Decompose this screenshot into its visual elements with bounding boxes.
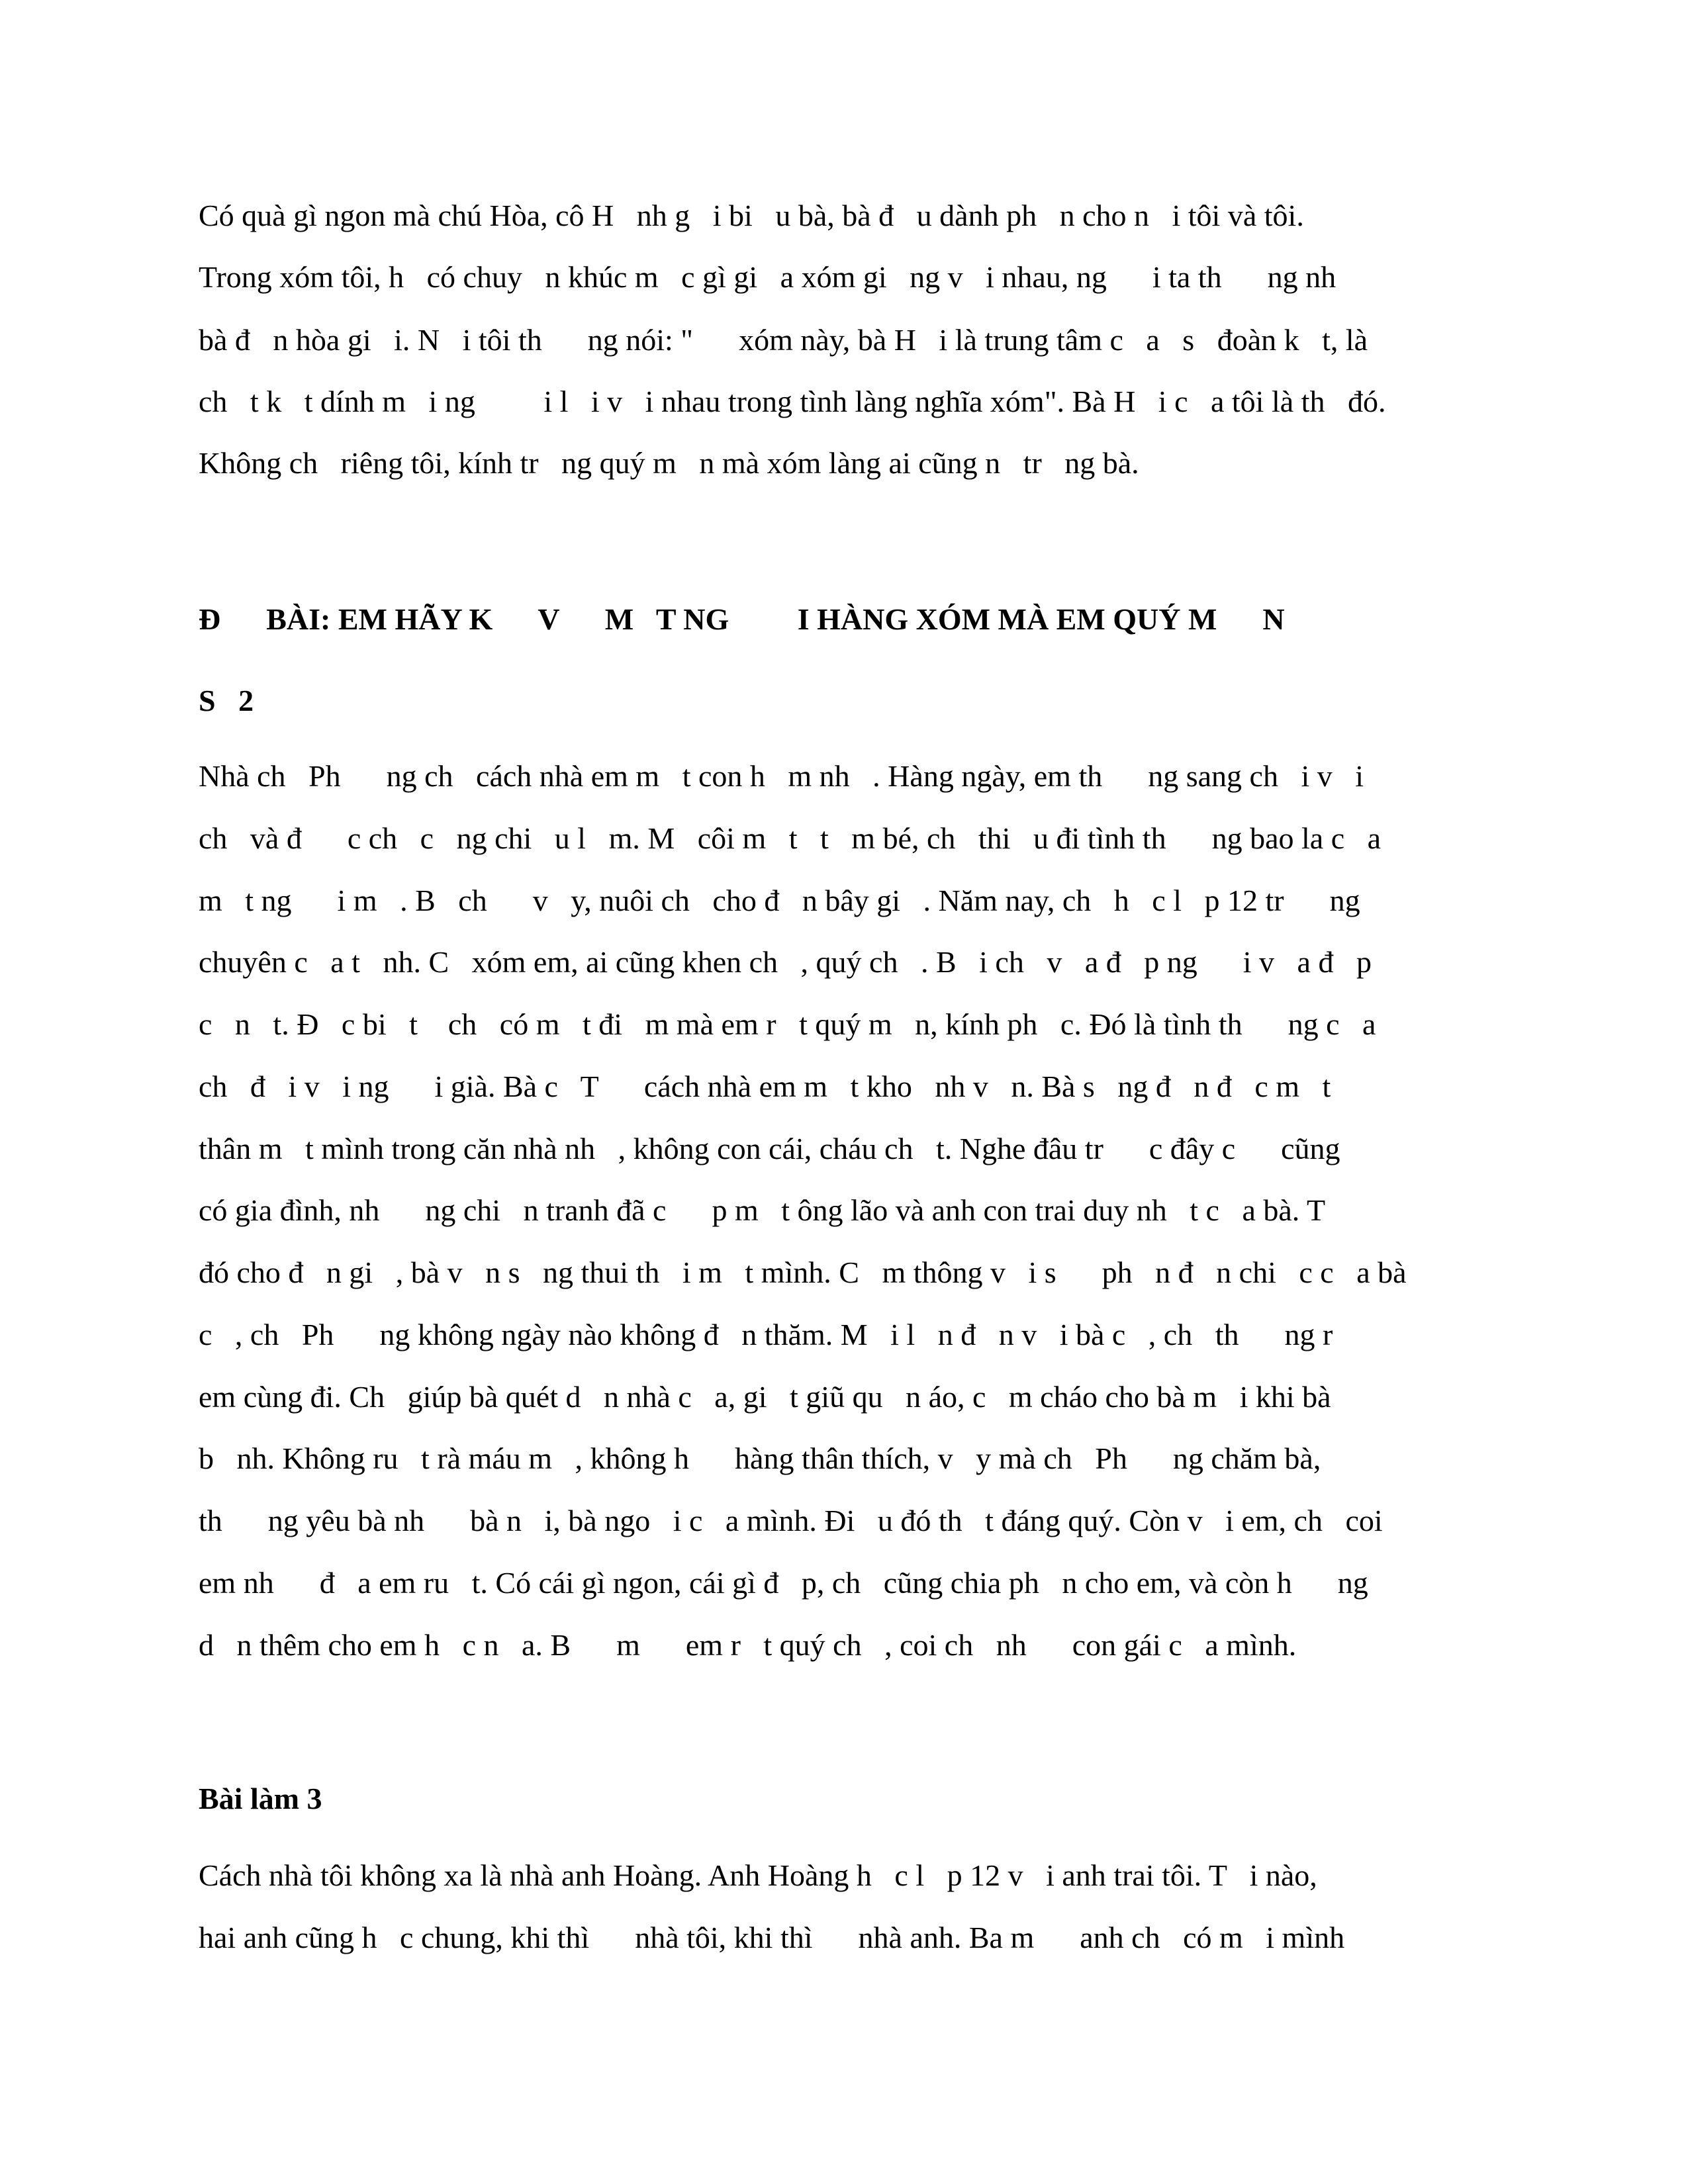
paragraph-2-line: chuyên c a t nh. C xóm em, ai cũng khen ch , quý ch . B i ch v a đ p ng i v a đ p [199, 945, 1372, 979]
essay-topic-heading: Đ BÀI: EM HÃY K V M T NG I HÀNG XÓM MÀ EM QUÝ M N [199, 602, 1285, 636]
paragraph-1-line: bà đ n hòa gi i. N i tôi th ng nói: " xóm này, bà H i là trung tâm c a s đoàn k t, là [199, 323, 1368, 357]
paragraph-2-line: th ng yêu bà nh bà n i, bà ngo i c a mình. Đi u đó th t đáng quý. Còn v i em, ch coi [199, 1504, 1383, 1537]
paragraph-2-line: d n thêm cho em h c n a. B m em r t quý ch , coi ch nh con gái c a mình. [199, 1628, 1297, 1662]
paragraph-2-line: m t ng i m . B ch v y, nuôi ch cho đ n bây gi . Năm nay, ch h c l p 12 tr ng [199, 884, 1360, 917]
paragraph-2-line: c n t. Đ c bi t ch có m t đi m mà em r t quý m n, kính ph c. Đó là tình th ng c a [199, 1007, 1376, 1041]
paragraph-2-line: ch và đ c ch c ng chi u l m. M côi m t t m bé, ch thi u đi tình th ng bao la c a [199, 821, 1382, 855]
paragraph-1-line: Có quà gì ngon mà chú Hòa, cô H nh g i bi u bà, bà đ u dành ph n cho n i tôi và tôi. [199, 199, 1304, 232]
essay-3-heading: Bài làm 3 [199, 1782, 322, 1815]
paragraph-2-line: em nh đ a em ru t. Có cái gì ngon, cái gì đ p, ch cũng chia ph n cho em, và còn h ng [199, 1566, 1368, 1600]
essay-number-heading: S 2 [199, 684, 254, 717]
paragraph-2-line: c , ch Ph ng không ngày nào không đ n thăm. M i l n đ n v i bà c , ch th ng r [199, 1318, 1333, 1351]
paragraph-3-line: Cách nhà tôi không xa là nhà anh Hoàng. Anh Hoàng h c l p 12 v i anh trai tôi. T i nào, [199, 1858, 1317, 1892]
paragraph-2-line: b nh. Không ru t rà máu m , không h hàng thân thích, v y mà ch Ph ng chăm bà, [199, 1441, 1321, 1475]
paragraph-2-line: thân m t mình trong căn nhà nh , không con cái, cháu ch t. Nghe đâu tr c đây c cũng [199, 1132, 1340, 1165]
paragraph-1-line: Không ch riêng tôi, kính tr ng quý m n mà xóm làng ai cũng n tr ng bà. [199, 446, 1139, 480]
paragraph-2-line: có gia đình, nh ng chi n tranh đã c p m t ông lão và anh con trai duy nh t c a bà. T [199, 1193, 1326, 1227]
paragraph-2-line: em cùng đi. Ch giúp bà quét d n nhà c a, gi t giũ qu n áo, c m cháo cho bà m i khi bà [199, 1380, 1331, 1414]
paragraph-2-line: đó cho đ n gi , bà v n s ng thui th i m t mình. C m thông v i s ph n đ n chi c c a bà [199, 1255, 1407, 1289]
paragraph-1-line: ch t k t dính m i ng i l i v i nhau trong tình làng nghĩa xóm". Bà H i c a tôi là th đó. [199, 385, 1386, 418]
paragraph-2-line: ch đ i v i ng i già. Bà c T cách nhà em m t kho nh v n. Bà s ng đ n đ c m t [199, 1069, 1331, 1103]
paragraph-3-line: hai anh cũng h c chung, khi thì nhà tôi, khi thì nhà anh. Ba m anh ch có m i mình [199, 1921, 1345, 1954]
paragraph-2-line: Nhà ch Ph ng ch cách nhà em m t con h m nh . Hàng ngày, em th ng sang ch i v i [199, 759, 1364, 793]
paragraph-1-line: Trong xóm tôi, h có chuy n khúc m c gì gi a xóm gi ng v i nhau, ng i ta th ng nh [199, 260, 1336, 294]
